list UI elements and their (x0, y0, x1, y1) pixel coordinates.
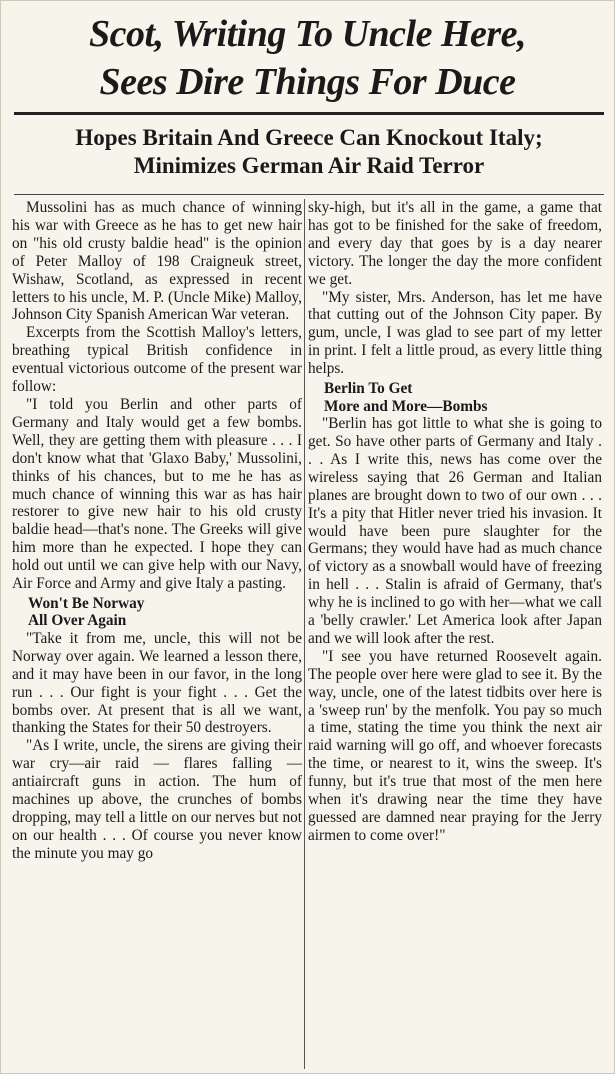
paragraph: "Take it from me, uncle, this will not be Norway over again. We learned a lesson there, and it may have been in our favor, in the long run . . . Our fight is your fight . . . Get the bombs over. At present that is all we want, thanking the States for their 50 destroyers. (12, 629, 302, 737)
column-divider (304, 199, 305, 1069)
paragraph: "As I write, uncle, the sirens are giving their war cry—air raid — flares falling — antiaircraft guns in action. The hum of machines up above, the crunches of bombs dropping, may tell a little on our nerves but not on our health . . . Of course you never know the minute you may go (12, 737, 302, 862)
headline (0, 10, 615, 106)
paragraph: Excerpts from the Scottish Malloy's letters, breathing typical British confidence in eventual victorious outcome of the present war follow: (12, 324, 302, 396)
paragraph: "I see you have returned Roosevelt again. The people over here were glad to see it. By the way, uncle, one of the latest tidbits over here is a 'sweep run' by the menfolk. You pay so much a time, stating the time you think the next air raid warning will go off, and whoever forecasts the time, or nearest to it, wins the sweep. It's funny, but it's true that most of the men here when it's drawing near the time they have guessed are damned near praying for the Jerry airmen to come over!" (308, 647, 602, 844)
section-subheading (12, 595, 302, 630)
paragraph: "I told you Berlin and other parts of Germany and Italy would get a few bombs. Well, they are getting them with pleasure . . . I don't know what that 'Glaxo Baby,' Mussolini, thinks of his chances, but to me he has as much chance of winning this war as has hair restorer to give new hair to his old crusty baldie head—that's none. The Greeks will give him more than he expected. I hope they can hold out until we can give help with our Navy, Air Force and Army and give Italy a pasting. (12, 395, 302, 593)
headline-rule (14, 112, 604, 115)
paragraph: Mussolini has as much chance of winning his war with Greece as he has to get new hair on "his old crusty baldie head" is the opinion of Peter Malloy of 198 Craigneuk street, Wishaw, Scotland, as expressed in recent letters to his uncle, M. P. (Uncle Mike) Malloy, Johnson City Spanish American War veteran. (12, 199, 302, 324)
left-column (12, 199, 302, 863)
section-subheading (308, 380, 602, 415)
subheadline (14, 124, 604, 180)
paragraph: sky-high, but it's all in the game, a game that has got to be finished for the sake of freedom, and every day that goes by is a day nearer victory. The longer the day the more confident we get. (308, 199, 602, 288)
subheadline-line-1: Hopes Britain And Greece Can Knockout Italy; (75, 125, 543, 150)
subheading-line-1: Won't Be Norway (28, 594, 145, 612)
paragraph: "Berlin has got little to what she is going to get. So have other parts of Germany and Italy . . . As I write this, news has come over the wireless saying that 26 German and Italian planes are brought down to two of our own . . . It's a pity that Hitler never tried his invasion. It would have been pure slaughter for the Germans; they would have had as much chance of victory as a snowball would have of freezing in hell . . . Stalin is afraid of Germany, that's why he is inclined to go with her—what we call a 'belly crawler.' Let America look after Japan and we will look after the rest. (308, 415, 602, 647)
headline-line-2: Sees Dire Things For Duce (99, 61, 516, 103)
subheadline-rule (14, 194, 604, 195)
subheading-line-1: Berlin To Get (324, 380, 413, 398)
headline-line-1: Scot, Writing To Uncle Here, (88, 13, 527, 55)
subheading-line-2: All Over Again (28, 612, 127, 630)
subheading-line-2: More and More—Bombs (324, 397, 488, 415)
paragraph: "My sister, Mrs. Anderson, has let me have that cutting out of the Johnson City paper. By gum, uncle, I was glad to see part of my letter in print. I felt a little proud, as every little thing helps. (308, 288, 602, 378)
subheadline-line-2: Minimizes German Air Raid Terror (133, 153, 485, 178)
right-column (308, 199, 602, 845)
